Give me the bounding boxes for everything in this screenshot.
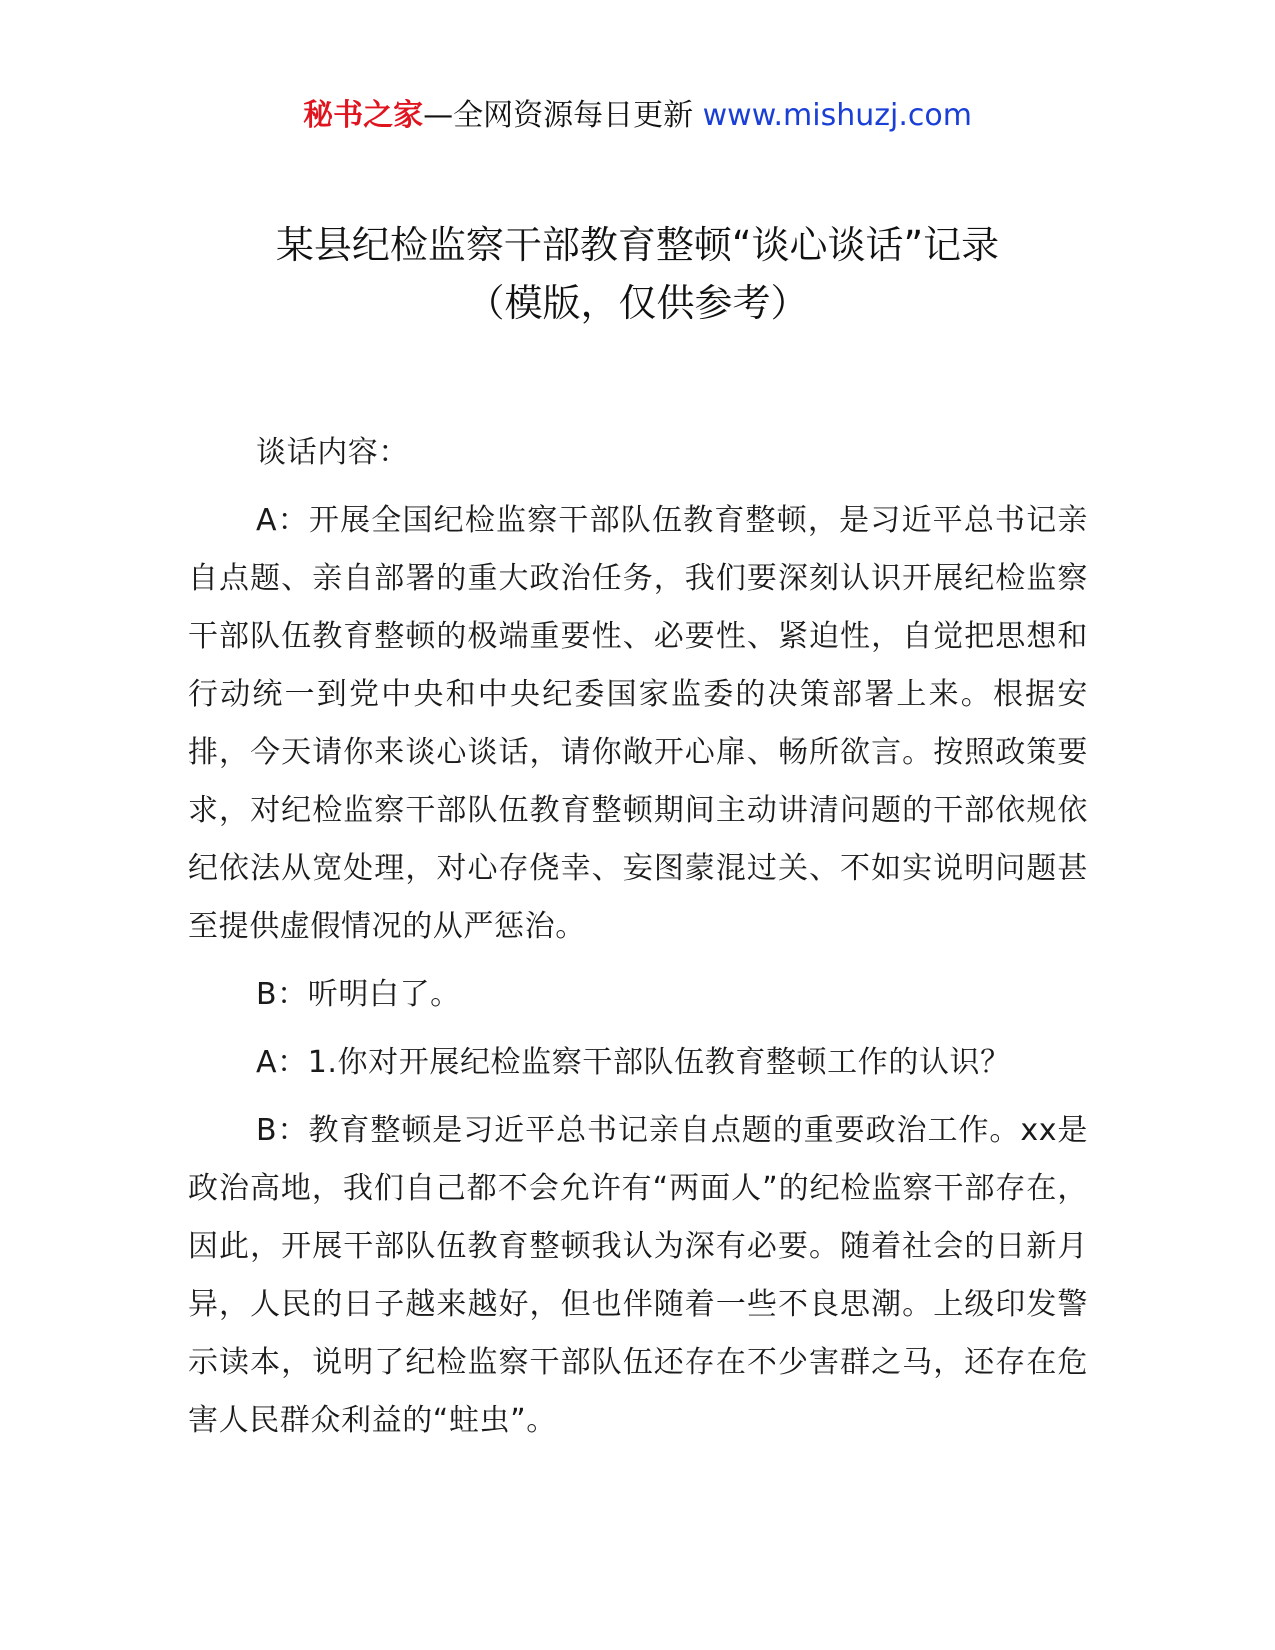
paragraph-b-reply: B：听明白了。 [256, 977, 461, 1012]
site-url-link[interactable]: www.mishuzj.com [702, 98, 972, 133]
title-line-2: （模版，仅供参考） [466, 281, 809, 325]
title-line-1: 某县纪检监察干部教育整顿“谈心谈话”记录 [275, 223, 1000, 267]
document-title [0, 216, 1275, 332]
site-header [0, 96, 1275, 136]
header-tagline: —全网资源每日更新 [423, 98, 694, 133]
paragraph-a-question-1: A：1.你对开展纪检监察干部队伍教育整顿工作的认识？ [256, 1045, 1011, 1080]
document-body [188, 424, 1088, 1460]
brand-name: 秘书之家 [303, 98, 424, 133]
paragraph-talk-content-label: 谈话内容： [256, 435, 409, 470]
paragraph-a-opening: A：开展全国纪检监察干部队伍教育整顿，是习近平总书记亲自点题、亲自部署的重大政治任务，我们要深刻认识开展纪检监察干部队伍教育整顿的极端重要性、必要性、紧迫性，自觉把思想和行动统一到党中央和中央纪委国家监委的决策部署上来。根据安排，今天请你来谈心谈话，请你敞开心扉、畅所欲言。按照政策要求，对纪检监察干部队伍教育整顿期间主动讲清问题的干部依规依纪依法从宽处理，对心存侥幸、妄图蒙混过关、不如实说明问题甚至提供虚假情况的从严惩治。 [188, 503, 1088, 944]
paragraph-b-answer-1: B：教育整顿是习近平总书记亲自点题的重要政治工作。xx是政治高地，我们自己都不会允许有“两面人”的纪检监察干部存在，因此，开展干部队伍教育整顿我认为深有必要。随着社会的日新月异，人民的日子越来越好，但也伴随着一些不良思潮。上级印发警示读本，说明了纪检监察干部队伍还存在不少害群之马，还存在危害人民群众利益的“蛀虫”。 [188, 1113, 1088, 1438]
